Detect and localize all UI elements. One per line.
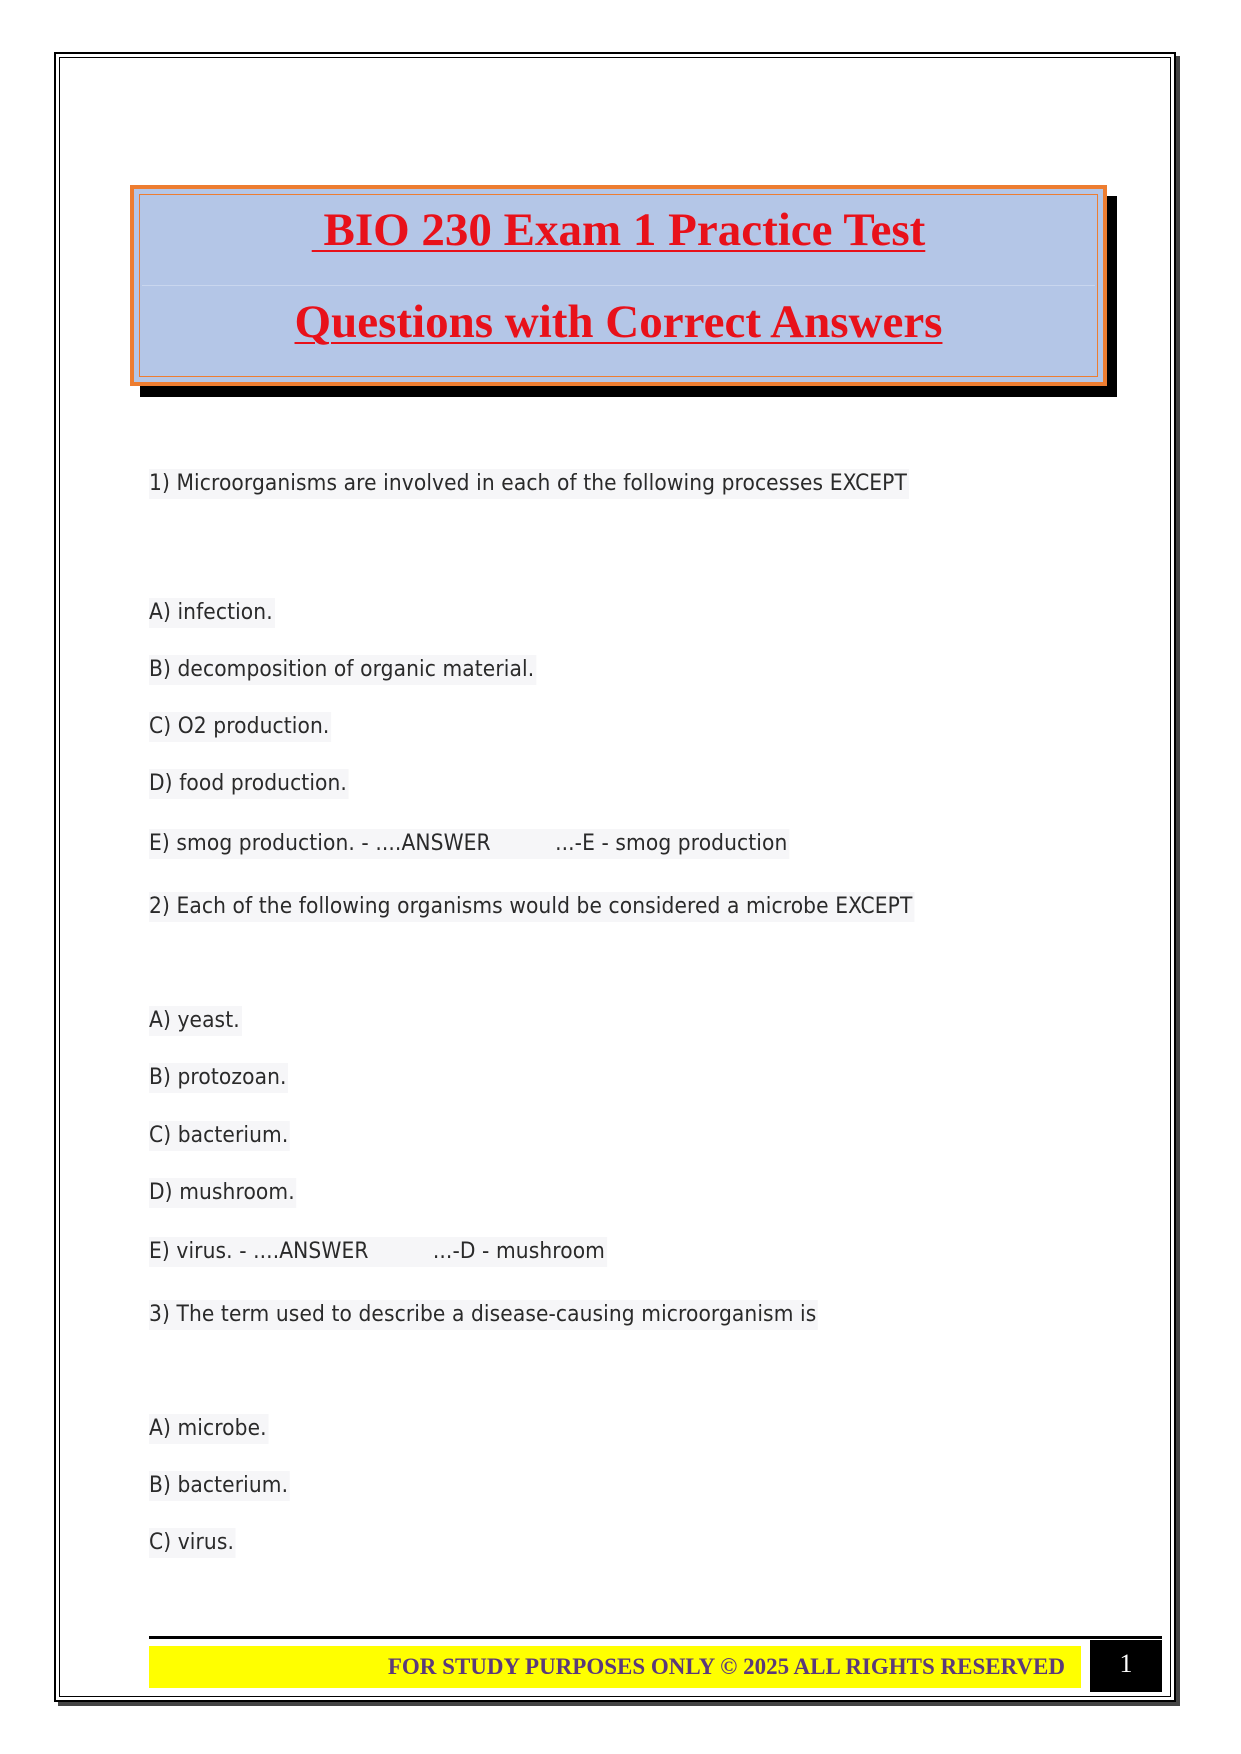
question-1-option-e-with-answer xyxy=(149,829,789,859)
footer-band xyxy=(149,1646,1081,1688)
question-2-option-e-with-answer xyxy=(149,1237,607,1267)
question-3-prompt: 3) The term used to describe a disease-causing microorganism is xyxy=(149,1300,818,1330)
question-2-option-a: A) yeast. xyxy=(149,1006,242,1036)
title-line-1: BIO 230 Exam 1 Practice Test xyxy=(311,204,926,256)
question-2-prompt: 2) Each of the following organisms would be considered a microbe EXCEPT xyxy=(149,892,914,922)
question-2-option-d: D) mushroom. xyxy=(149,1178,297,1208)
question-2-answer: ...-D - mushroom xyxy=(432,1239,605,1264)
question-1-option-b: B) decomposition of organic material. xyxy=(149,655,536,685)
title-line-2: Questions with Correct Answers xyxy=(294,296,943,348)
question-2-option-b: B) protozoan. xyxy=(149,1063,288,1093)
question-2-option-e: E) virus. - ....ANSWER xyxy=(149,1239,369,1264)
question-3-option-b: B) bacterium. xyxy=(149,1471,290,1501)
title-banner xyxy=(130,185,1107,386)
page-number: 1 xyxy=(1090,1640,1162,1692)
question-3-option-c: C) virus. xyxy=(149,1528,236,1558)
question-1-option-d: D) food production. xyxy=(149,769,349,799)
question-2-option-c: C) bacterium. xyxy=(149,1121,290,1151)
title-divider xyxy=(142,285,1095,286)
question-3-option-a: A) microbe. xyxy=(149,1414,268,1444)
question-1-option-e: E) smog production. - ....ANSWER xyxy=(149,831,491,856)
question-1-option-c: C) O2 production. xyxy=(149,712,331,742)
question-1-answer: ...-E - smog production xyxy=(555,831,788,856)
question-1-prompt: 1) Microorganisms are involved in each of the following processes EXCEPT xyxy=(149,469,909,499)
question-1-option-a: A) infection. xyxy=(149,598,275,628)
footer-rule xyxy=(149,1636,1162,1639)
footer-text: FOR STUDY PURPOSES ONLY © 2025 ALL RIGHTS RESERVED xyxy=(387,1654,1065,1679)
